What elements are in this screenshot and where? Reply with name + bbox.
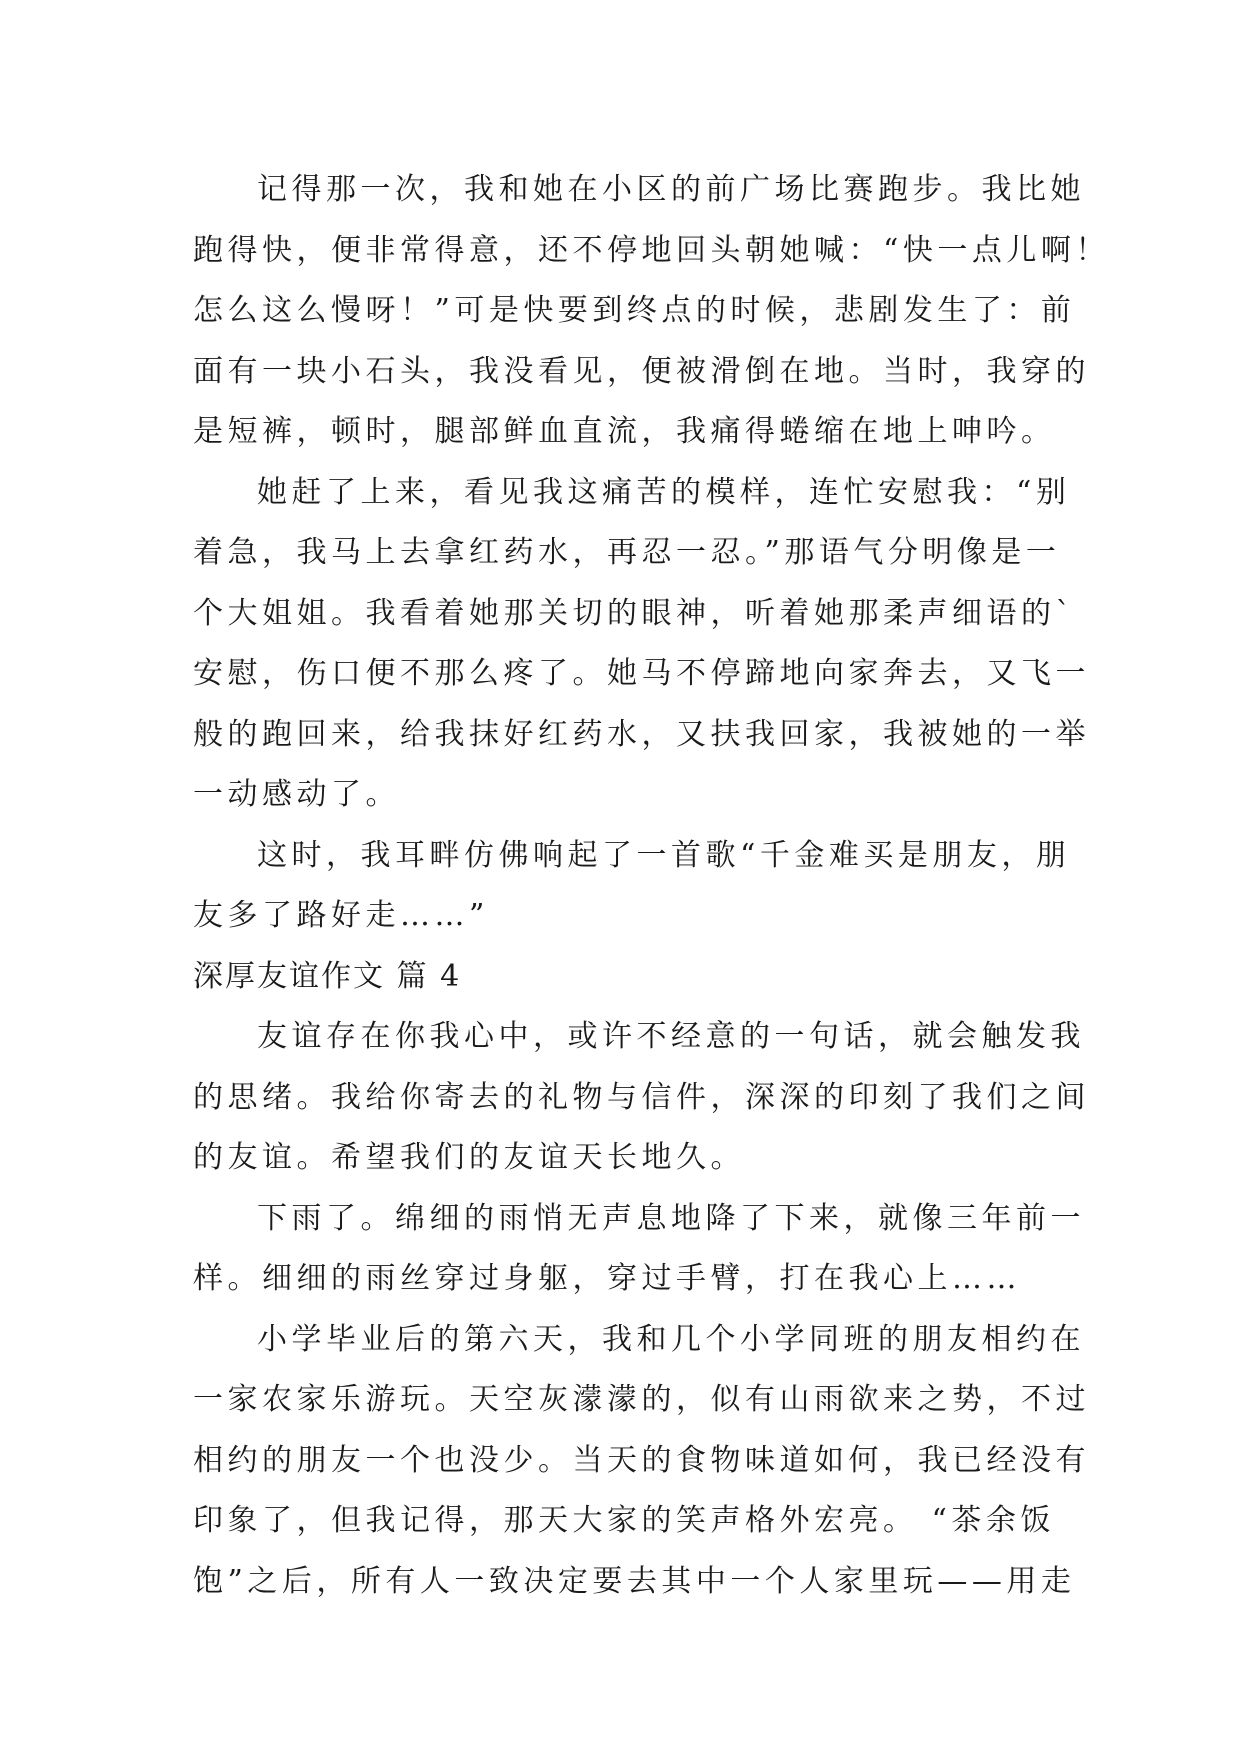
text-line: 记得那一次，我和她在小区的前广场比赛跑步。我比她 [257,172,1085,207]
text-line: 一动感动了。 [193,777,400,812]
text-line: 跑得快，便非常得意，还不停地回头朝她喊：“快一点儿啊！ [193,232,1110,268]
text-line: 相约的朋友一个也没少。当天的食物味道如何，我已经没有 [193,1442,1090,1478]
text-line: 小学毕业后的第六天，我和几个小学同班的朋友相约在 [257,1321,1085,1357]
text-line: 的友谊。希望我们的友谊天长地久。 [193,1140,745,1175]
text-line: 般的跑回来，给我抹好红药水，又扶我回家，我被她的一举 [193,716,1090,752]
text-line: 面有一块小石头，我没看见，便被滑倒在地。当时，我穿的 [193,353,1090,389]
text-line: 一家农家乐游玩。天空灰濛濛的，似有山雨欲来之势，不过 [193,1382,1090,1417]
text-line: 饱”之后，所有人一致决定要去其中一个人家里玩——用走 [193,1563,1076,1599]
text-line: 她赶了上来，看见我这痛苦的模样，连忙安慰我：“别 [257,474,1071,510]
text-line: 是短裤，顿时，腿部鲜血直流，我痛得蜷缩在地上呻吟。 [193,414,1056,449]
text-line: 样。细细的雨丝穿过身躯，穿过手臂，打在我心上…… [193,1261,1021,1296]
text-line: 友多了路好走……” [193,898,489,933]
text-line: 友谊存在你我心中，或许不经意的一句话，就会触发我 [257,1019,1085,1054]
text-line: 这时，我耳畔仿佛响起了一首歌“千金难买是朋友，朋 [257,837,1071,873]
text-line: 下雨了。绵细的雨悄无声息地降了下来，就像三年前一 [257,1200,1085,1236]
text-line: 个大姐姐。我看着她那关切的眼神，听着她那柔声细语的` [193,595,1075,631]
section-heading: 深厚友谊作文 篇 4 [193,958,462,994]
text-line: 的思绪。我给你寄去的礼物与信件，深深的印刻了我们之间 [193,1079,1090,1115]
text-line: 怎么这么慢呀！”可是快要到终点的时候，悲剧发生了：前 [193,293,1076,328]
text-line: 安慰，伤口便不那么疼了。她马不停蹄地向家奔去，又飞一 [193,656,1090,691]
text-line: 印象了，但我记得，那天大家的笑声格外宏亮。 “茶余饭 [193,1503,1055,1538]
text-line: 着急，我马上去拿红药水，再忍一忍。”那语气分明像是一 [193,535,1061,570]
document-page [193,160,1110,1612]
